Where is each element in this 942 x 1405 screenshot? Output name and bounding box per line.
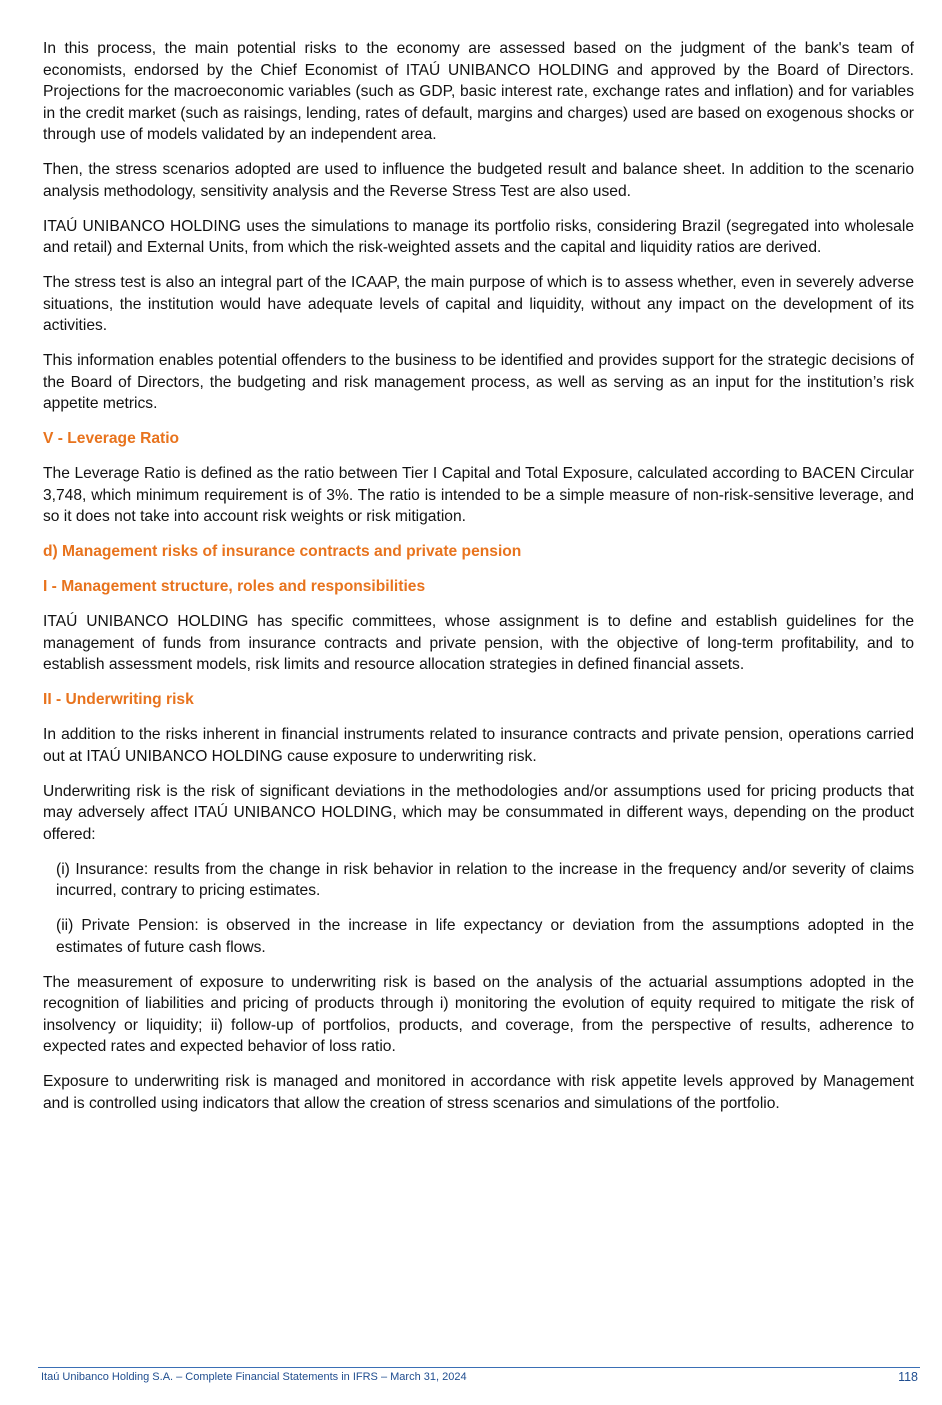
heading-leverage-ratio: V - Leverage Ratio xyxy=(43,430,180,447)
paragraph-simulations: ITAÚ UNIBANCO HOLDING uses the simulations to manage its portfolio risks, considering Brazil (segregated into wholesale and retail) and External Units, from which the risk-weighted assets and the capital and liquidity ratios are derived. xyxy=(43,217,914,256)
footer-document-title: Itaú Unibanco Holding S.A. – Complete Financial Statements in IFRS – March 31, 2024 xyxy=(41,1371,467,1383)
document-body xyxy=(43,38,914,1128)
paragraph-stress-process: In this process, the main potential risks to the economy are assessed based on the judgment of the bank's team of economists, endorsed by the Chief Economist of ITAÚ UNIBANCO HOLDING and approved by the Board of Directors. Projections for the macroeconomic variables (such as GDP, basic interest rate, exchange rates and inflation) and for variables in the credit market (such as raisings, lending, rates of default, margins and charges) used are based on exogenous shocks or through use of models validated by an independent area. xyxy=(43,40,914,143)
paragraph-leverage-ratio: The Leverage Ratio is defined as the ratio between Tier I Capital and Total Exposure, calculated according to BACEN Circular 3,748, which minimum requirement is of 3%. The ratio is intended to be a simple measure of non-risk-sensitive leverage, and so it does not take into account risk weights or risk mitigation. xyxy=(43,465,914,525)
paragraph-inherent-risks: In addition to the risks inherent in financial instruments related to insurance contracts and private pension, operations carried out at ITAÚ UNIBANCO HOLDING cause exposure to underwriting risk. xyxy=(43,726,914,765)
heading-insurance-risks: d) Management risks of insurance contracts and private pension xyxy=(43,543,522,560)
paragraph-icaap: The stress test is also an integral part of the ICAAP, the main purpose of which is to assess whether, even in severely adverse situations, the institution would have adequate levels of capital and liquidity, without any impact on the development of its activities. xyxy=(43,274,914,334)
page-number: 118 xyxy=(898,1370,918,1384)
list-item-insurance: (i) Insurance: results from the change in risk behavior in relation to the increase in the frequency and/or severity of claims incurred, contrary to pricing estimates. xyxy=(56,860,914,899)
paragraph-underwriting-definition: Underwriting risk is the risk of significant deviations in the methodologies and/or assumptions used for pricing products that may adversely affect ITAÚ UNIBANCO HOLDING, which may be consummated in different ways, depending on the product offered: xyxy=(43,782,914,843)
list-item-private-pension: (ii) Private Pension: is observed in the increase in life expectancy or deviation from the assumptions adopted in the estimates of future cash flows. xyxy=(56,917,914,956)
paragraph-committees: ITAÚ UNIBANCO HOLDING has specific committees, whose assignment is to define and establish guidelines for the management of funds from insurance contracts and private pension, with the objective of long-term profitability, and to establish assessment models, risk limits and resource allocation strategies in defined financial assets. xyxy=(43,613,914,673)
paragraph-exposure: Exposure to underwriting risk is managed and monitored in accordance with risk appetite levels approved by Management and is controlled using indicators that allow the creation of stress scenarios and simulations of the portfolio. xyxy=(43,1073,914,1112)
paragraph-measurement: The measurement of exposure to underwriting risk is based on the analysis of the actuarial assumptions adopted in the recognition of liabilities and pricing of products through i) monitoring the evolution of equity required to mitigate the risk of insolvency or liquidity; ii) follow-up of portfolios, products, and coverage, from the perspective of results, adherence to expected rates and expected behavior of loss ratio. xyxy=(43,973,914,1055)
heading-management-structure: I - Management structure, roles and responsibilities xyxy=(43,578,426,595)
paragraph-information: This information enables potential offenders to the business to be identified and provides support for the strategic decisions of the Board of Directors, the budgeting and risk management process, as well as serving as an input for the institution’s risk appetite metrics. xyxy=(43,352,914,412)
heading-underwriting-risk: II - Underwriting risk xyxy=(43,691,194,708)
paragraph-stress-scenarios: Then, the stress scenarios adopted are used to influence the budgeted result and balance sheet. In addition to the scenario analysis methodology, sensitivity analysis and the Reverse Stress Test are also used. xyxy=(43,161,914,200)
footer-divider xyxy=(38,1367,920,1368)
